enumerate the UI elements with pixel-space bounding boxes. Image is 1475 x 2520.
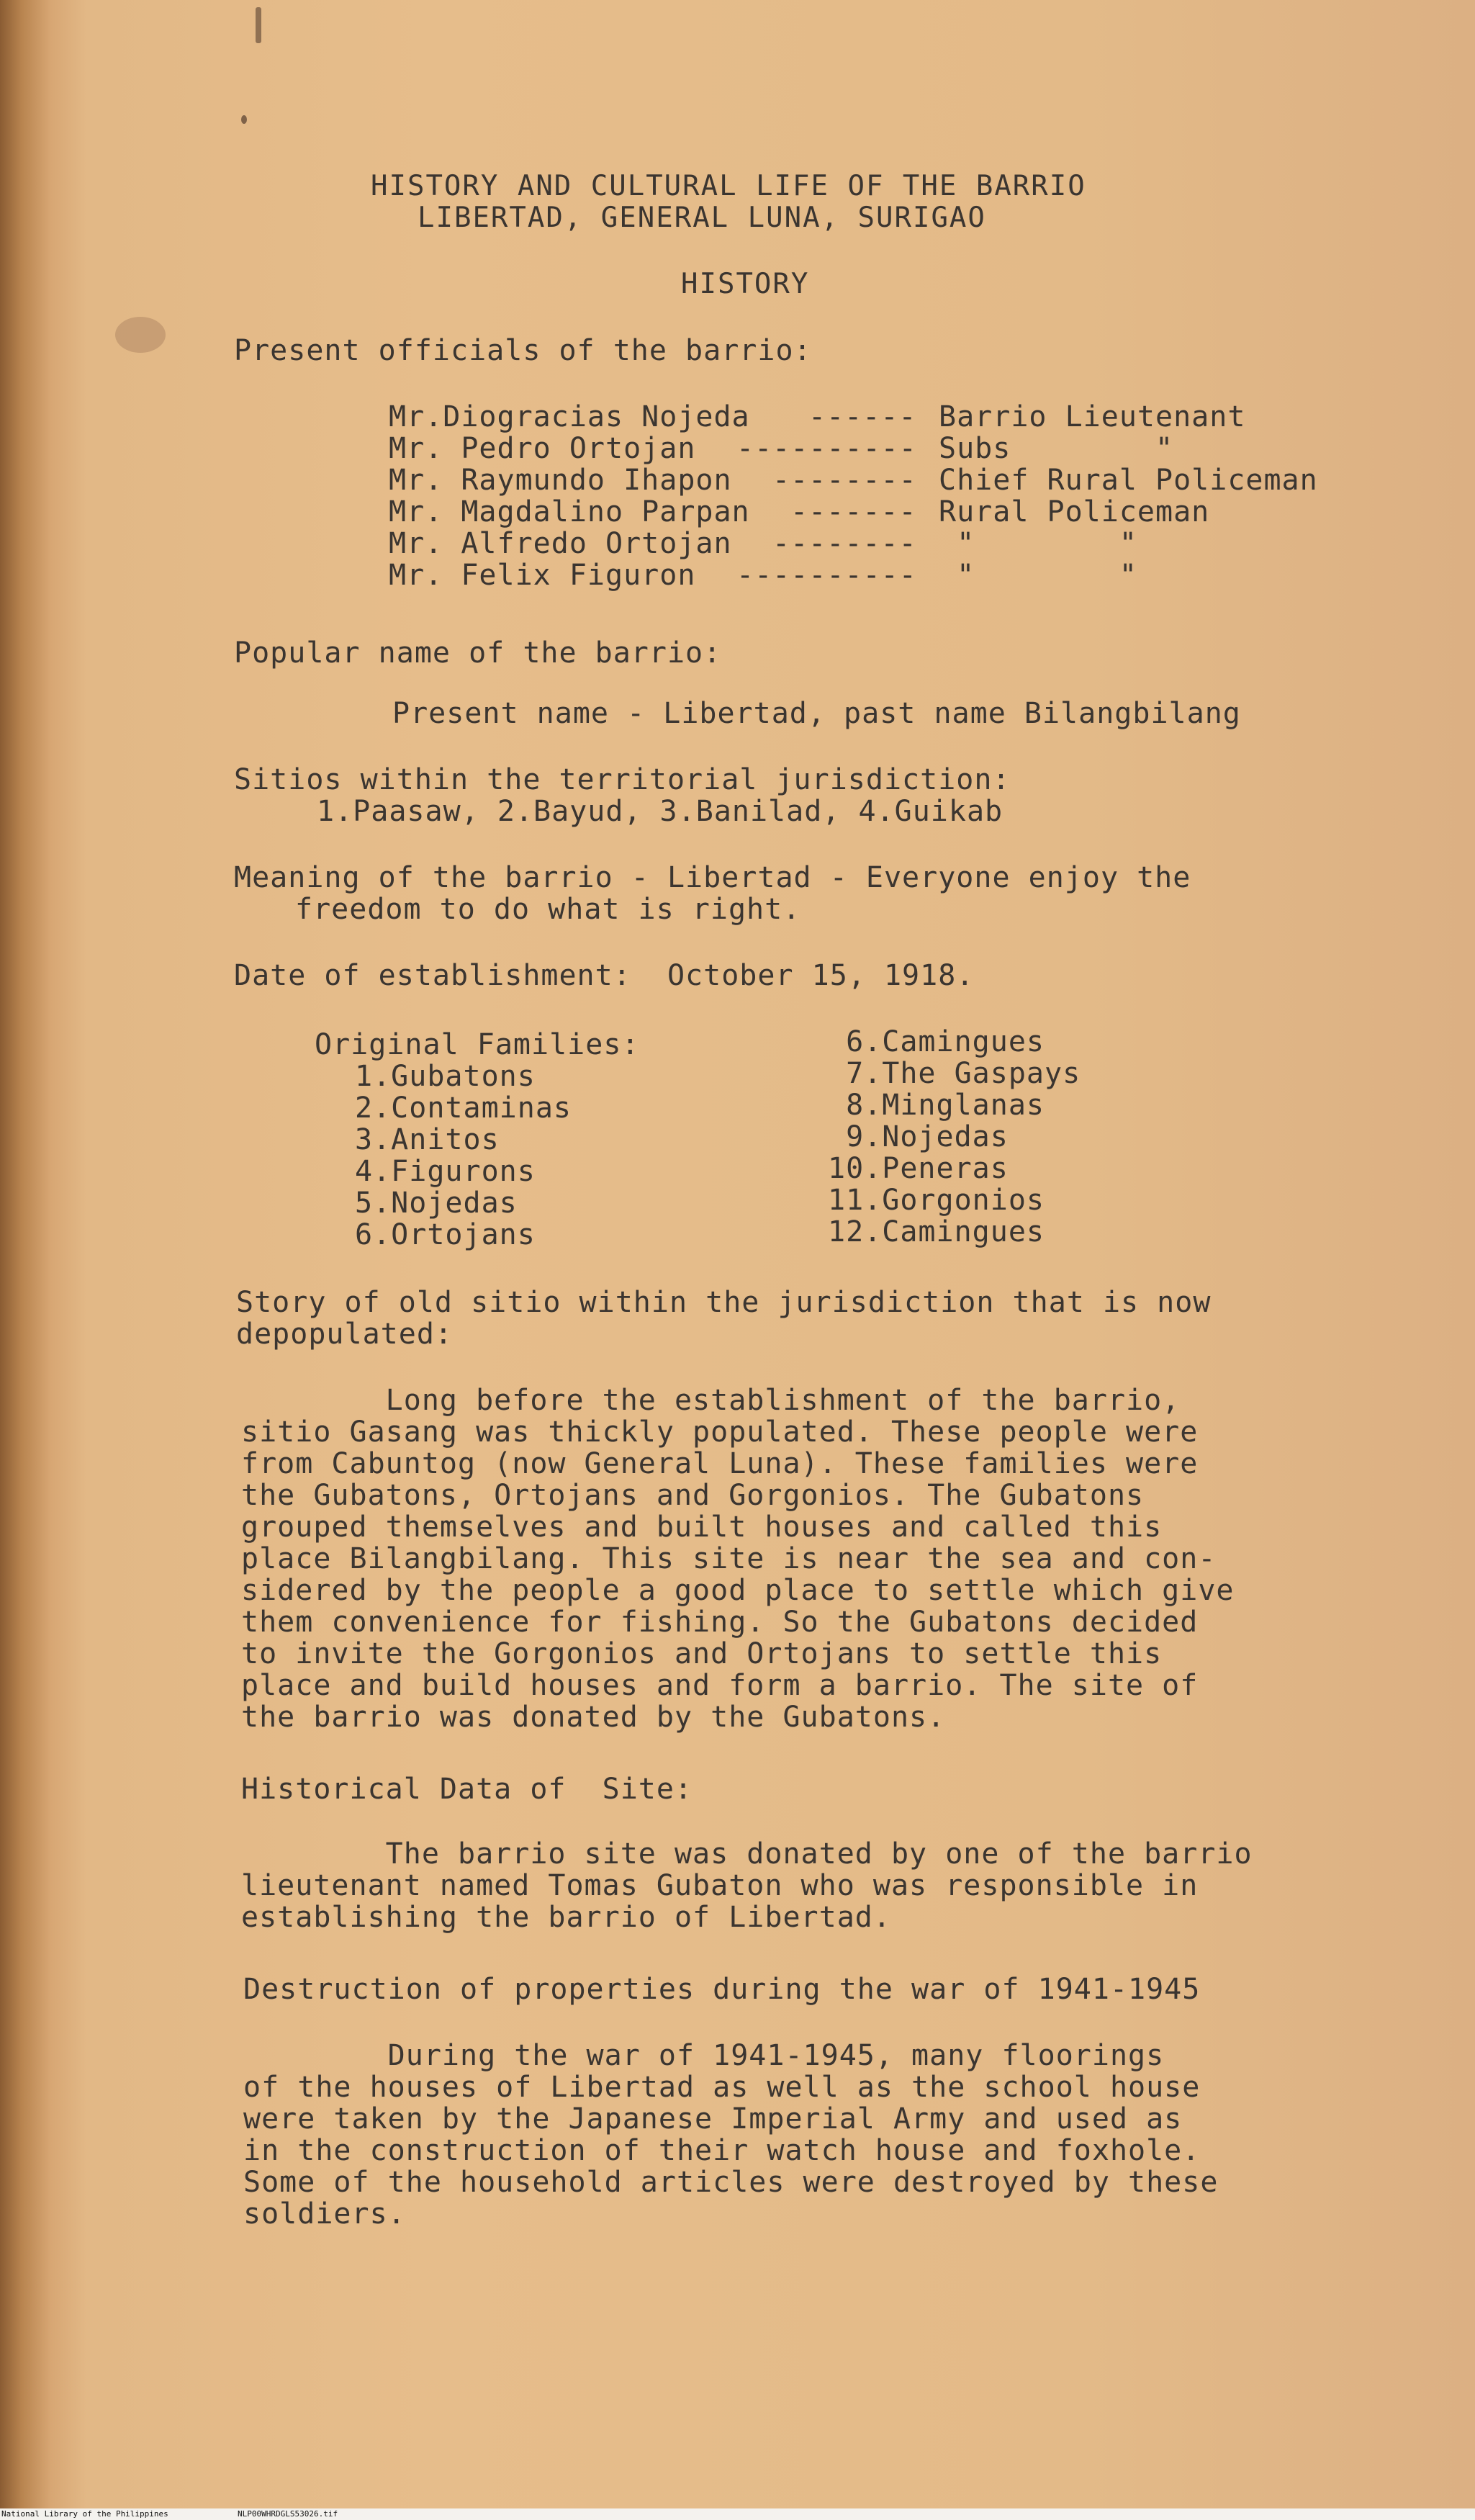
paragraph-line: Long before the establishment of the barrio, bbox=[241, 1384, 1181, 1417]
official-name: Mr. Felix Figuron bbox=[389, 559, 696, 592]
old-sitio-heading-line-2: depopulated: bbox=[236, 1318, 453, 1351]
old-sitio-heading-line-1: Story of old sitio within the jurisdiction that is now bbox=[236, 1286, 1212, 1319]
paragraph-line: the barrio was donated by the Gubatons. bbox=[241, 1701, 946, 1734]
paragraph-line: were taken by the Japanese Imperial Army and used as bbox=[243, 2102, 1183, 2136]
paragraph-line: Some of the household articles were destroyed by these bbox=[243, 2166, 1219, 2199]
family-item: 5.Nojedas bbox=[355, 1187, 518, 1220]
family-item: 6.Camingues bbox=[828, 1025, 1045, 1058]
paragraph-line: During the war of 1941-1945, many floorings bbox=[243, 2039, 1165, 2072]
official-name: Mr. Magdalino Parpan bbox=[389, 495, 750, 528]
official-position: Barrio Lieutenant bbox=[939, 400, 1246, 433]
paragraph-line: sidered by the people a good place to settle which give bbox=[241, 1574, 1235, 1607]
family-item: 10.Peneras bbox=[828, 1152, 1009, 1185]
official-dashes: -------- bbox=[772, 527, 917, 560]
footer-file-name: NLP00WHRDGLS53026.tif bbox=[238, 2509, 338, 2519]
popular-name-text: Present name - Libertad, past name Bilangbilang bbox=[392, 697, 1241, 730]
meaning-line-2: freedom to do what is right. bbox=[295, 893, 801, 926]
official-name: Mr. Alfredo Ortojan bbox=[389, 527, 732, 560]
scan-footer bbox=[0, 2508, 1475, 2520]
meaning-line-1: Meaning of the barrio - Libertad - Everyone enjoy the bbox=[234, 861, 1191, 894]
document-title-line-2: LIBERTAD, GENERAL LUNA, SURIGAO bbox=[418, 202, 986, 234]
official-position: Rural Policeman bbox=[939, 495, 1210, 528]
paragraph-line: lieutenant named Tomas Gubaton who was responsible in bbox=[241, 1869, 1199, 1902]
section-heading: HISTORY bbox=[681, 268, 810, 300]
sitios-heading: Sitios within the territorial jurisdiction: bbox=[234, 763, 1011, 796]
officials-heading: Present officials of the barrio: bbox=[234, 334, 812, 367]
paragraph-line: to invite the Gorgonios and Ortojans to settle this bbox=[241, 1637, 1163, 1670]
paragraph-line: place Bilangbilang. This site is near the sea and con- bbox=[241, 1542, 1217, 1575]
sitios-list: 1.Paasaw, 2.Bayud, 3.Banilad, 4.Guikab bbox=[317, 795, 1003, 828]
establishment-date: Date of establishment: October 15, 1918. bbox=[234, 959, 975, 992]
family-item: 2.Contaminas bbox=[355, 1092, 572, 1125]
family-item: 6.Ortojans bbox=[355, 1218, 536, 1251]
official-dashes: ---------- bbox=[736, 559, 917, 592]
paragraph-line: them convenience for fishing. So the Gubatons decided bbox=[241, 1606, 1199, 1639]
official-position: " " bbox=[939, 559, 1137, 592]
family-item: 12.Camingues bbox=[828, 1215, 1045, 1248]
official-name: Mr. Raymundo Ihapon bbox=[389, 464, 732, 497]
paragraph-line: soldiers. bbox=[243, 2197, 406, 2231]
official-name: Mr. Pedro Ortojan bbox=[389, 432, 696, 465]
family-item: 3.Anitos bbox=[355, 1123, 500, 1156]
official-dashes: ------- bbox=[790, 495, 917, 528]
paragraph-line: in the construction of their watch house and foxhole. bbox=[243, 2134, 1201, 2167]
paragraph-line: of the houses of Libertad as well as the school house bbox=[243, 2071, 1201, 2104]
destruction-heading: Destruction of properties during the war of 1941-1945 bbox=[243, 1973, 1201, 2006]
paragraph-line: the Gubatons, Ortojans and Gorgonios. The Gubatons bbox=[241, 1479, 1145, 1512]
paragraph-line: establishing the barrio of Libertad. bbox=[241, 1901, 891, 1934]
paragraph-line: grouped themselves and built houses and called this bbox=[241, 1511, 1163, 1544]
popular-name-heading: Popular name of the barrio: bbox=[234, 636, 722, 670]
families-heading: Original Families: bbox=[315, 1028, 640, 1061]
document-title-line-1: HISTORY AND CULTURAL LIFE OF THE BARRIO bbox=[371, 170, 1086, 202]
official-dashes: ---------- bbox=[736, 432, 917, 465]
family-item: 9.Nojedas bbox=[828, 1120, 1009, 1153]
official-name: Mr.Diogracias Nojeda bbox=[389, 400, 750, 433]
historical-data-heading: Historical Data of Site: bbox=[241, 1773, 693, 1806]
official-dashes: ------ bbox=[808, 400, 917, 433]
family-item: 7.The Gaspays bbox=[828, 1057, 1081, 1090]
family-item: 1.Gubatons bbox=[355, 1060, 536, 1093]
family-item: 4.Figurons bbox=[355, 1155, 536, 1188]
paragraph-line: place and build houses and form a barrio. The site of bbox=[241, 1669, 1199, 1702]
paragraph-line: sitio Gasang was thickly populated. These people were bbox=[241, 1416, 1199, 1449]
official-dashes: -------- bbox=[772, 464, 917, 497]
paragraph-line: The barrio site was donated by one of the barrio bbox=[241, 1837, 1253, 1871]
official-position: " " bbox=[939, 527, 1137, 560]
family-item: 11.Gorgonios bbox=[828, 1184, 1045, 1217]
official-position: Subs " bbox=[939, 432, 1174, 465]
paragraph-line: from Cabuntog (now General Luna). These families were bbox=[241, 1447, 1199, 1480]
official-position: Chief Rural Policeman bbox=[939, 464, 1318, 497]
family-item: 8.Minglanas bbox=[828, 1089, 1045, 1122]
footer-library-name: National Library of the Philippines bbox=[1, 2509, 168, 2519]
